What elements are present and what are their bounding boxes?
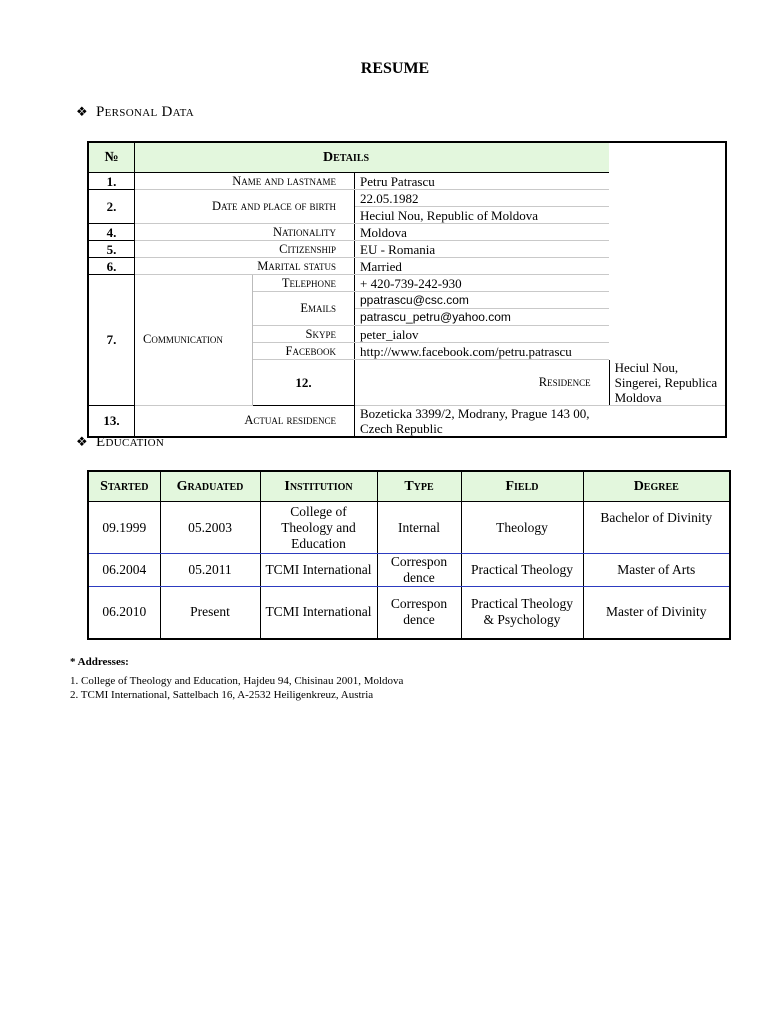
graduated-cell: 05.2003 bbox=[160, 502, 260, 554]
row-value: Heciul Nou, Singerei, Republica Moldova bbox=[609, 360, 726, 406]
row-value: Married bbox=[355, 258, 610, 275]
sub-label: Telephone bbox=[253, 275, 355, 292]
row-label: Citizenship bbox=[135, 241, 355, 258]
started-cell: 06.2004 bbox=[88, 554, 160, 587]
addresses-notes bbox=[70, 656, 403, 702]
notes-heading: * Addresses: bbox=[70, 656, 129, 668]
sub-label: Facebook bbox=[253, 343, 355, 360]
document-title: RESUME bbox=[360, 60, 430, 77]
row-number: 12. bbox=[253, 360, 355, 406]
column-header: Type bbox=[377, 471, 461, 502]
degree-cell: Master of Divinity bbox=[606, 604, 707, 620]
telephone-value: + 420-739-242-930 bbox=[355, 275, 610, 292]
row-label: Name and lastname bbox=[135, 173, 355, 190]
email-value: patrascu_petru@yahoo.com bbox=[355, 309, 610, 326]
facebook-value: http://www.facebook.com/petru.patrascu bbox=[355, 343, 610, 360]
type-cell: Correspon dence bbox=[377, 554, 461, 587]
row-number: 6. bbox=[88, 258, 135, 275]
row-label: Date and place of birth bbox=[135, 190, 355, 224]
row-value: Moldova bbox=[355, 224, 610, 241]
row-label: Actual residence bbox=[135, 405, 355, 437]
diamond-bullet-icon: ❖ bbox=[76, 104, 88, 119]
header-details: Details bbox=[135, 142, 610, 173]
row-number: 5. bbox=[88, 241, 135, 258]
row-label: Marital status bbox=[135, 258, 355, 275]
header-number: № bbox=[88, 142, 135, 173]
sub-label: Emails bbox=[253, 292, 355, 326]
institution-cell: College of Theology and Education bbox=[260, 502, 377, 554]
table-row bbox=[88, 554, 730, 587]
row-value: Heciul Nou, Republic of Moldova bbox=[355, 207, 610, 224]
skype-value: peter_ialov bbox=[355, 326, 610, 343]
address-line: 1. College of Theology and Education, Hajdeu 94, Chisinau 2001, Moldova bbox=[70, 675, 404, 687]
row-number: 13. bbox=[88, 405, 135, 437]
field-cell: Practical Theology bbox=[461, 554, 583, 587]
row-label: Nationality bbox=[135, 224, 355, 241]
personal-data-table bbox=[87, 141, 727, 438]
row-value: Bozeticka 3399/2, Modrany, Prague 143 00, Czech Republic bbox=[355, 405, 610, 437]
type-cell: Internal bbox=[377, 502, 461, 554]
address-line: 2. TCMI International, Sattelbach 16, A-2532 Heiligenkreuz, Austria bbox=[70, 689, 374, 701]
column-header: Field bbox=[461, 471, 583, 502]
row-value: 22.05.1982 bbox=[355, 190, 610, 207]
section-heading-education bbox=[76, 434, 164, 451]
email-value: ppatrascu@csc.com bbox=[355, 292, 610, 309]
started-cell: 06.2010 bbox=[88, 587, 160, 639]
row-value: Petru Patrascu bbox=[355, 173, 610, 190]
education-table bbox=[87, 470, 731, 640]
row-label: Residence bbox=[355, 360, 610, 406]
row-number: 1. bbox=[88, 173, 135, 190]
institution-cell: TCMI International bbox=[260, 554, 377, 587]
row-value: EU - Romania bbox=[355, 241, 610, 258]
row-label: Communication bbox=[135, 275, 253, 406]
row-number: 4. bbox=[88, 224, 135, 241]
row-number: 7. bbox=[88, 275, 135, 406]
started-cell: 09.1999 bbox=[88, 502, 160, 554]
institution-cell: TCMI International bbox=[260, 587, 377, 639]
column-header: Degree bbox=[583, 471, 730, 502]
graduated-cell: 05.2011 bbox=[160, 554, 260, 587]
table-row bbox=[88, 587, 730, 639]
column-header: Started bbox=[88, 471, 160, 502]
section-title: Education bbox=[96, 434, 165, 450]
column-header: Institution bbox=[260, 471, 377, 502]
sub-label: Skype bbox=[253, 326, 355, 343]
degree-cell: Bachelor of Divinity bbox=[583, 502, 730, 554]
diamond-bullet-icon: ❖ bbox=[76, 434, 88, 449]
section-heading-personal bbox=[76, 104, 194, 121]
type-cell: Correspon dence bbox=[377, 587, 461, 639]
table-row bbox=[88, 502, 730, 554]
row-number: 2. bbox=[88, 190, 135, 224]
section-title: Personal Data bbox=[96, 104, 195, 120]
field-cell: Theology bbox=[461, 502, 583, 554]
column-header: Graduated bbox=[160, 471, 260, 502]
graduated-cell: Present bbox=[160, 587, 260, 639]
degree-cell: Master of Arts bbox=[583, 554, 730, 587]
field-cell: Practical Theology & Psychology bbox=[461, 587, 583, 639]
